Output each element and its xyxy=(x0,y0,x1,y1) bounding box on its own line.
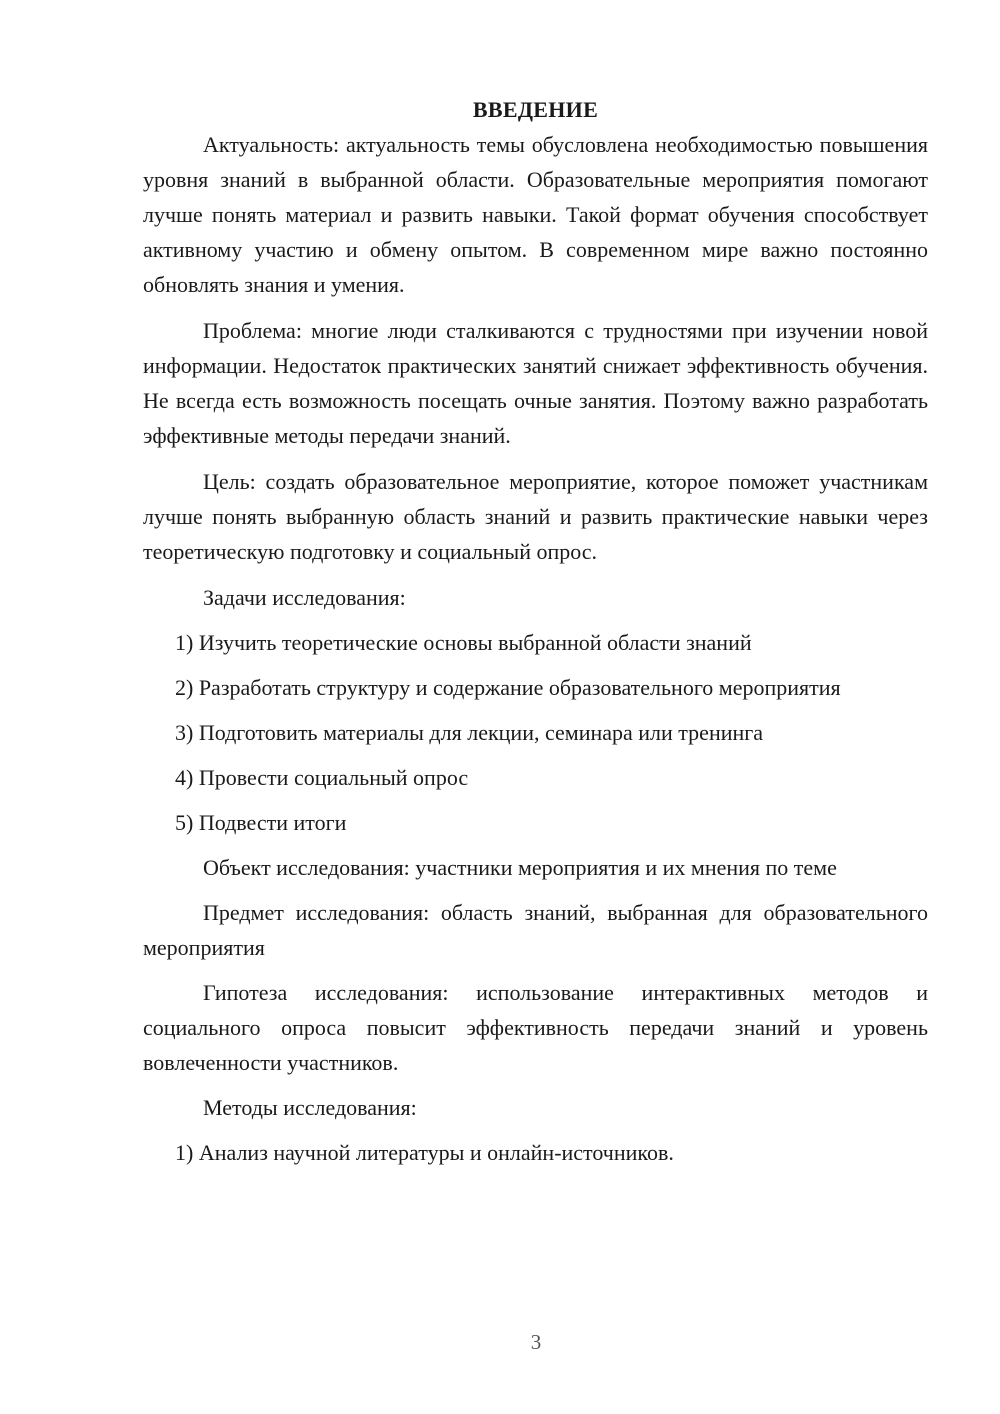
method-item-1: 1) Анализ научной литературы и онлайн-источников. xyxy=(175,1140,674,1165)
problem-paragraph: Проблема: многие люди сталкиваются с трудностями при изучении новой информации. Недостаток практических занятий снижает эффективность обучения. Не всегда есть возможность посещать очные занятия. Поэтому важно разработать эффективные методы передачи знаний. xyxy=(143,318,928,448)
task-item-1: 1) Изучить теоретические основы выбранной области знаний xyxy=(175,630,752,655)
methods-heading: Методы исследования: xyxy=(203,1095,417,1120)
goal-paragraph: Цель: создать образовательное мероприятие, которое поможет участникам лучше понять выбранную область знаний и развить практические навыки через теоретическую подготовку и социальный опрос. xyxy=(143,469,928,564)
page-number: 3 xyxy=(530,1330,542,1354)
task-item-5: 5) Подвести итоги xyxy=(175,810,347,835)
subject-paragraph: Предмет исследования: область знаний, выбранная для образовательного мероприятия xyxy=(143,900,928,960)
tasks-heading: Задачи исследования: xyxy=(203,585,406,610)
task-item-4: 4) Провести социальный опрос xyxy=(175,765,469,790)
relevance-paragraph: Актуальность: актуальность темы обусловлена необходимостью повышения уровня знаний в выбранной области. Образовательные мероприятия помогают лучше понять материал и развить навыки. Такой формат обучения способствует активному участию и обмену опытом. В современном мире важно постоянно обновлять знания и умения. xyxy=(143,132,928,297)
page-title: ВВЕДЕНИЕ xyxy=(472,97,599,122)
task-item-2: 2) Разработать структуру и содержание образовательного мероприятия xyxy=(175,675,841,700)
object-paragraph: Объект исследования: участники мероприятия и их мнения по теме xyxy=(203,855,837,880)
task-item-3: 3) Подготовить материалы для лекции, семинара или тренинга xyxy=(175,720,764,745)
hypothesis-paragraph: Гипотеза исследования: использование интерактивных методов и социального опроса повысит эффективность передачи знаний и уровень вовлеченности участников. xyxy=(143,980,928,1075)
document-page xyxy=(143,92,928,1170)
